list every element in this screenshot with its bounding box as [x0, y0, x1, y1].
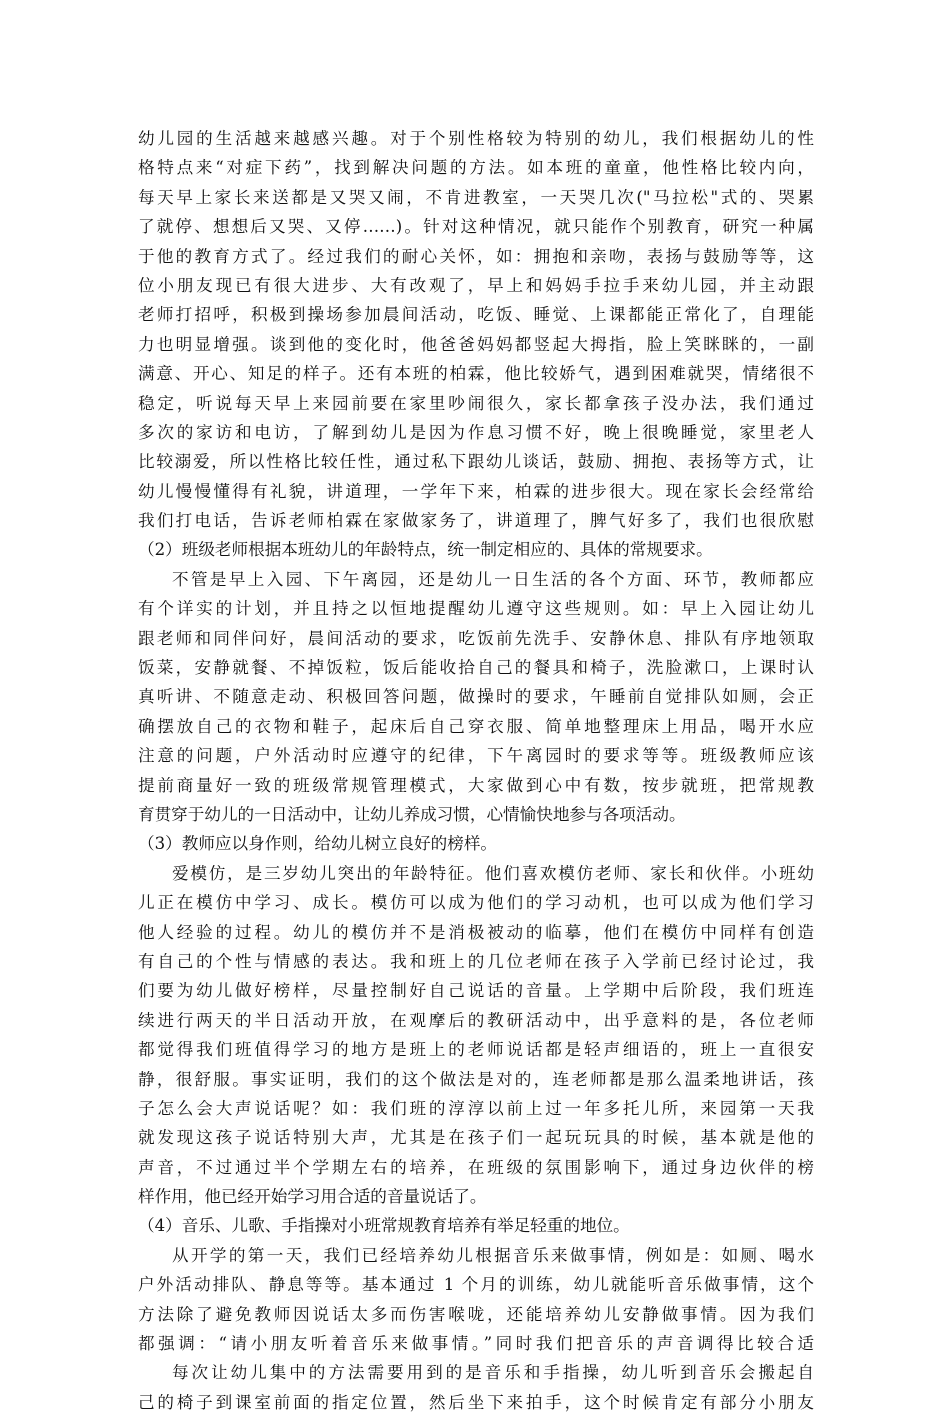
paragraph-line: 老师打招呼，积极到操场参加晨间活动，吃饭、睡觉、上课都能正常化了，自理能 [138, 305, 814, 325]
paragraph-line: 提前商量好一致的班级常规管理模式，大家做到心中有数，按步就班，把常规教 [138, 775, 814, 795]
paragraph-line: 子怎么会大声说话呢？如：我们班的淳淳以前上过一年多托儿所，来园第一天我 [138, 1098, 814, 1118]
paragraph-line: 方法除了避免教师因说话太多而伤害喉咙，还能培养幼儿安静做事情。因为我们 [138, 1304, 814, 1324]
paragraph-line: 儿正在模仿中学习、成长。模仿可以成为他们的学习动机，也可以成为他们学习 [138, 893, 814, 913]
paragraph-line: 爱模仿，是三岁幼儿突出的年龄特征。他们喜欢模仿老师、家长和伙伴。小班幼 [172, 863, 814, 883]
paragraph-line: 不管是早上入园、下午离园，还是幼儿一日生活的各个方面、环节，教师都应 [172, 569, 814, 589]
paragraph-line: 多次的家访和电访，了解到幼儿是因为作息习惯不好，晚上很晚睡觉，家里老人 [138, 422, 814, 442]
paragraph-line: 位小朋友现已有很大进步、大有改观了，早上和妈妈手拉手来幼儿园，并主动跟 [138, 275, 814, 295]
paragraph-line: 续进行两天的半日活动开放，在观摩后的教研活动中，出乎意料的是，各位老师 [138, 1010, 814, 1030]
paragraph-line: 比较溺爱，所以性格比较任性，通过私下跟幼儿谈话，鼓励、拥抱、表扬等方式，让 [138, 452, 814, 472]
paragraph-line: 们要为幼儿做好榜样，尽量控制好自己说话的音量。上学期中后阶段，我们班连 [138, 981, 814, 1001]
paragraph-line: 样作用，他已经开始学习用合适的音量说话了。 [138, 1187, 487, 1207]
document-body [138, 124, 814, 1417]
paragraph-line: 注意的问题，户外活动时应遵守的纪律，下午离园时的要求等等。班级教师应该 [138, 746, 814, 766]
paragraph-line: 于他的教育方式了。经过我们的耐心关怀，如：拥抱和亲吻，表扬与鼓励等等，这 [138, 246, 814, 266]
paragraph-line: 了就停、想想后又哭、又停……)。针对这种情况，就只能作个别教育，研究一种属 [138, 217, 814, 237]
paragraph-line: 就发现这孩子说话特别大声，尤其是在孩子们一起玩玩具的时候，基本就是他的 [138, 1128, 814, 1148]
paragraph-line: 我们打电话，告诉老师柏霖在家做家务了，讲道理了，脾气好多了，我们也很欣慰 [138, 511, 814, 531]
paragraph-line: 声音，不过通过半个学期左右的培养，在班级的氛围影响下，通过身边伙伴的榜 [138, 1157, 814, 1177]
paragraph-line: 育贯穿于幼儿的一日活动中，让幼儿养成习惯，心情愉快地参与各项活动。 [138, 804, 686, 824]
paragraph-line: 幼儿慢慢懂得有礼貌，讲道理，一学年下来，柏霖的进步很大。现在家长会经常给 [138, 481, 814, 501]
section-heading: （4）音乐、儿歌、手指操对小班常规教育培养有举足轻重的地位。 [138, 1216, 630, 1236]
paragraph-line: 有自己的个性与情感的表达。我和班上的几位老师在孩子入学前已经讨论过，我 [138, 951, 814, 971]
paragraph-line: 户外活动排队、静息等等。基本通过 1 个月的训练，幼儿就能听音乐做事情，这个 [138, 1275, 814, 1295]
paragraph-line: 满意、开心、知足的样子。还有本班的柏霖，他比较娇气，遇到困难就哭，情绪很不 [138, 364, 814, 384]
paragraph-line: 都强调：“请小朋友听着音乐来做事情。”同时我们把音乐的声音调得比较合适 [138, 1334, 814, 1354]
paragraph-line: 静，很舒服。事实证明，我们的这个做法是对的，连老师都是那么温柔地讲话，孩 [138, 1069, 814, 1089]
paragraph-line: 确摆放自己的衣物和鞋子，起床后自己穿衣服、简单地整理床上用品，喝开水应 [138, 716, 814, 736]
paragraph-line: 每天早上家长来送都是又哭又闹，不肯进教室，一天哭几次("马拉松"式的、哭累 [138, 187, 814, 207]
paragraph-line: 都觉得我们班值得学习的地方是班上的老师说话都是轻声细语的，班上一直很安 [138, 1040, 814, 1060]
paragraph-line: 格特点来“对症下药”，找到解决问题的方法。如本班的童童，他性格比较内向， [138, 158, 814, 178]
paragraph-line: 他人经验的过程。幼儿的模仿并不是消极被动的临摹，他们在模仿中同样有创造 [138, 922, 814, 942]
paragraph-line: 每次让幼儿集中的方法需要用到的是音乐和手指操，幼儿听到音乐会搬起自 [172, 1363, 814, 1383]
paragraph-line: 有个详实的计划，并且持之以恒地提醒幼儿遵守这些规则。如：早上入园让幼儿 [138, 599, 814, 619]
paragraph-line: 真听讲、不随意走动、积极回答问题，做操时的要求，午睡前自觉排队如厕，会正 [138, 687, 814, 707]
section-heading: （2）班级老师根据本班幼儿的年龄特点，统一制定相应的、具体的常规要求。 [138, 540, 713, 560]
paragraph-line: 稳定，听说每天早上来园前要在家里吵闹很久，家长都拿孩子没办法，我们通过 [138, 393, 814, 413]
paragraph-line: 饭菜，安静就餐、不掉饭粒，饭后能收拾自己的餐具和椅子，洗脸漱口，上课时认 [138, 658, 814, 678]
paragraph-line: 从开学的第一天，我们已经培养幼儿根据音乐来做事情，例如是：如厕、喝水 [172, 1245, 814, 1265]
paragraph-line: 幼儿园的生活越来越感兴趣。对于个别性格较为特别的幼儿，我们根据幼儿的性 [138, 129, 814, 148]
paragraph-line: 己的椅子到课室前面的指定位置，然后坐下来拍手，这个时候肯定有部分小朋友 [138, 1392, 814, 1412]
section-heading: （3）教师应以身作则，给幼儿树立良好的榜样。 [138, 834, 498, 854]
paragraph-line: 跟老师和同伴问好，晨间活动的要求，吃饭前先洗手、安静休息、排队有序地领取 [138, 628, 814, 648]
paragraph-line: 力也明显增强。谈到他的变化时，他爸爸妈妈都竖起大拇指，脸上笑眯眯的，一副 [138, 334, 814, 354]
